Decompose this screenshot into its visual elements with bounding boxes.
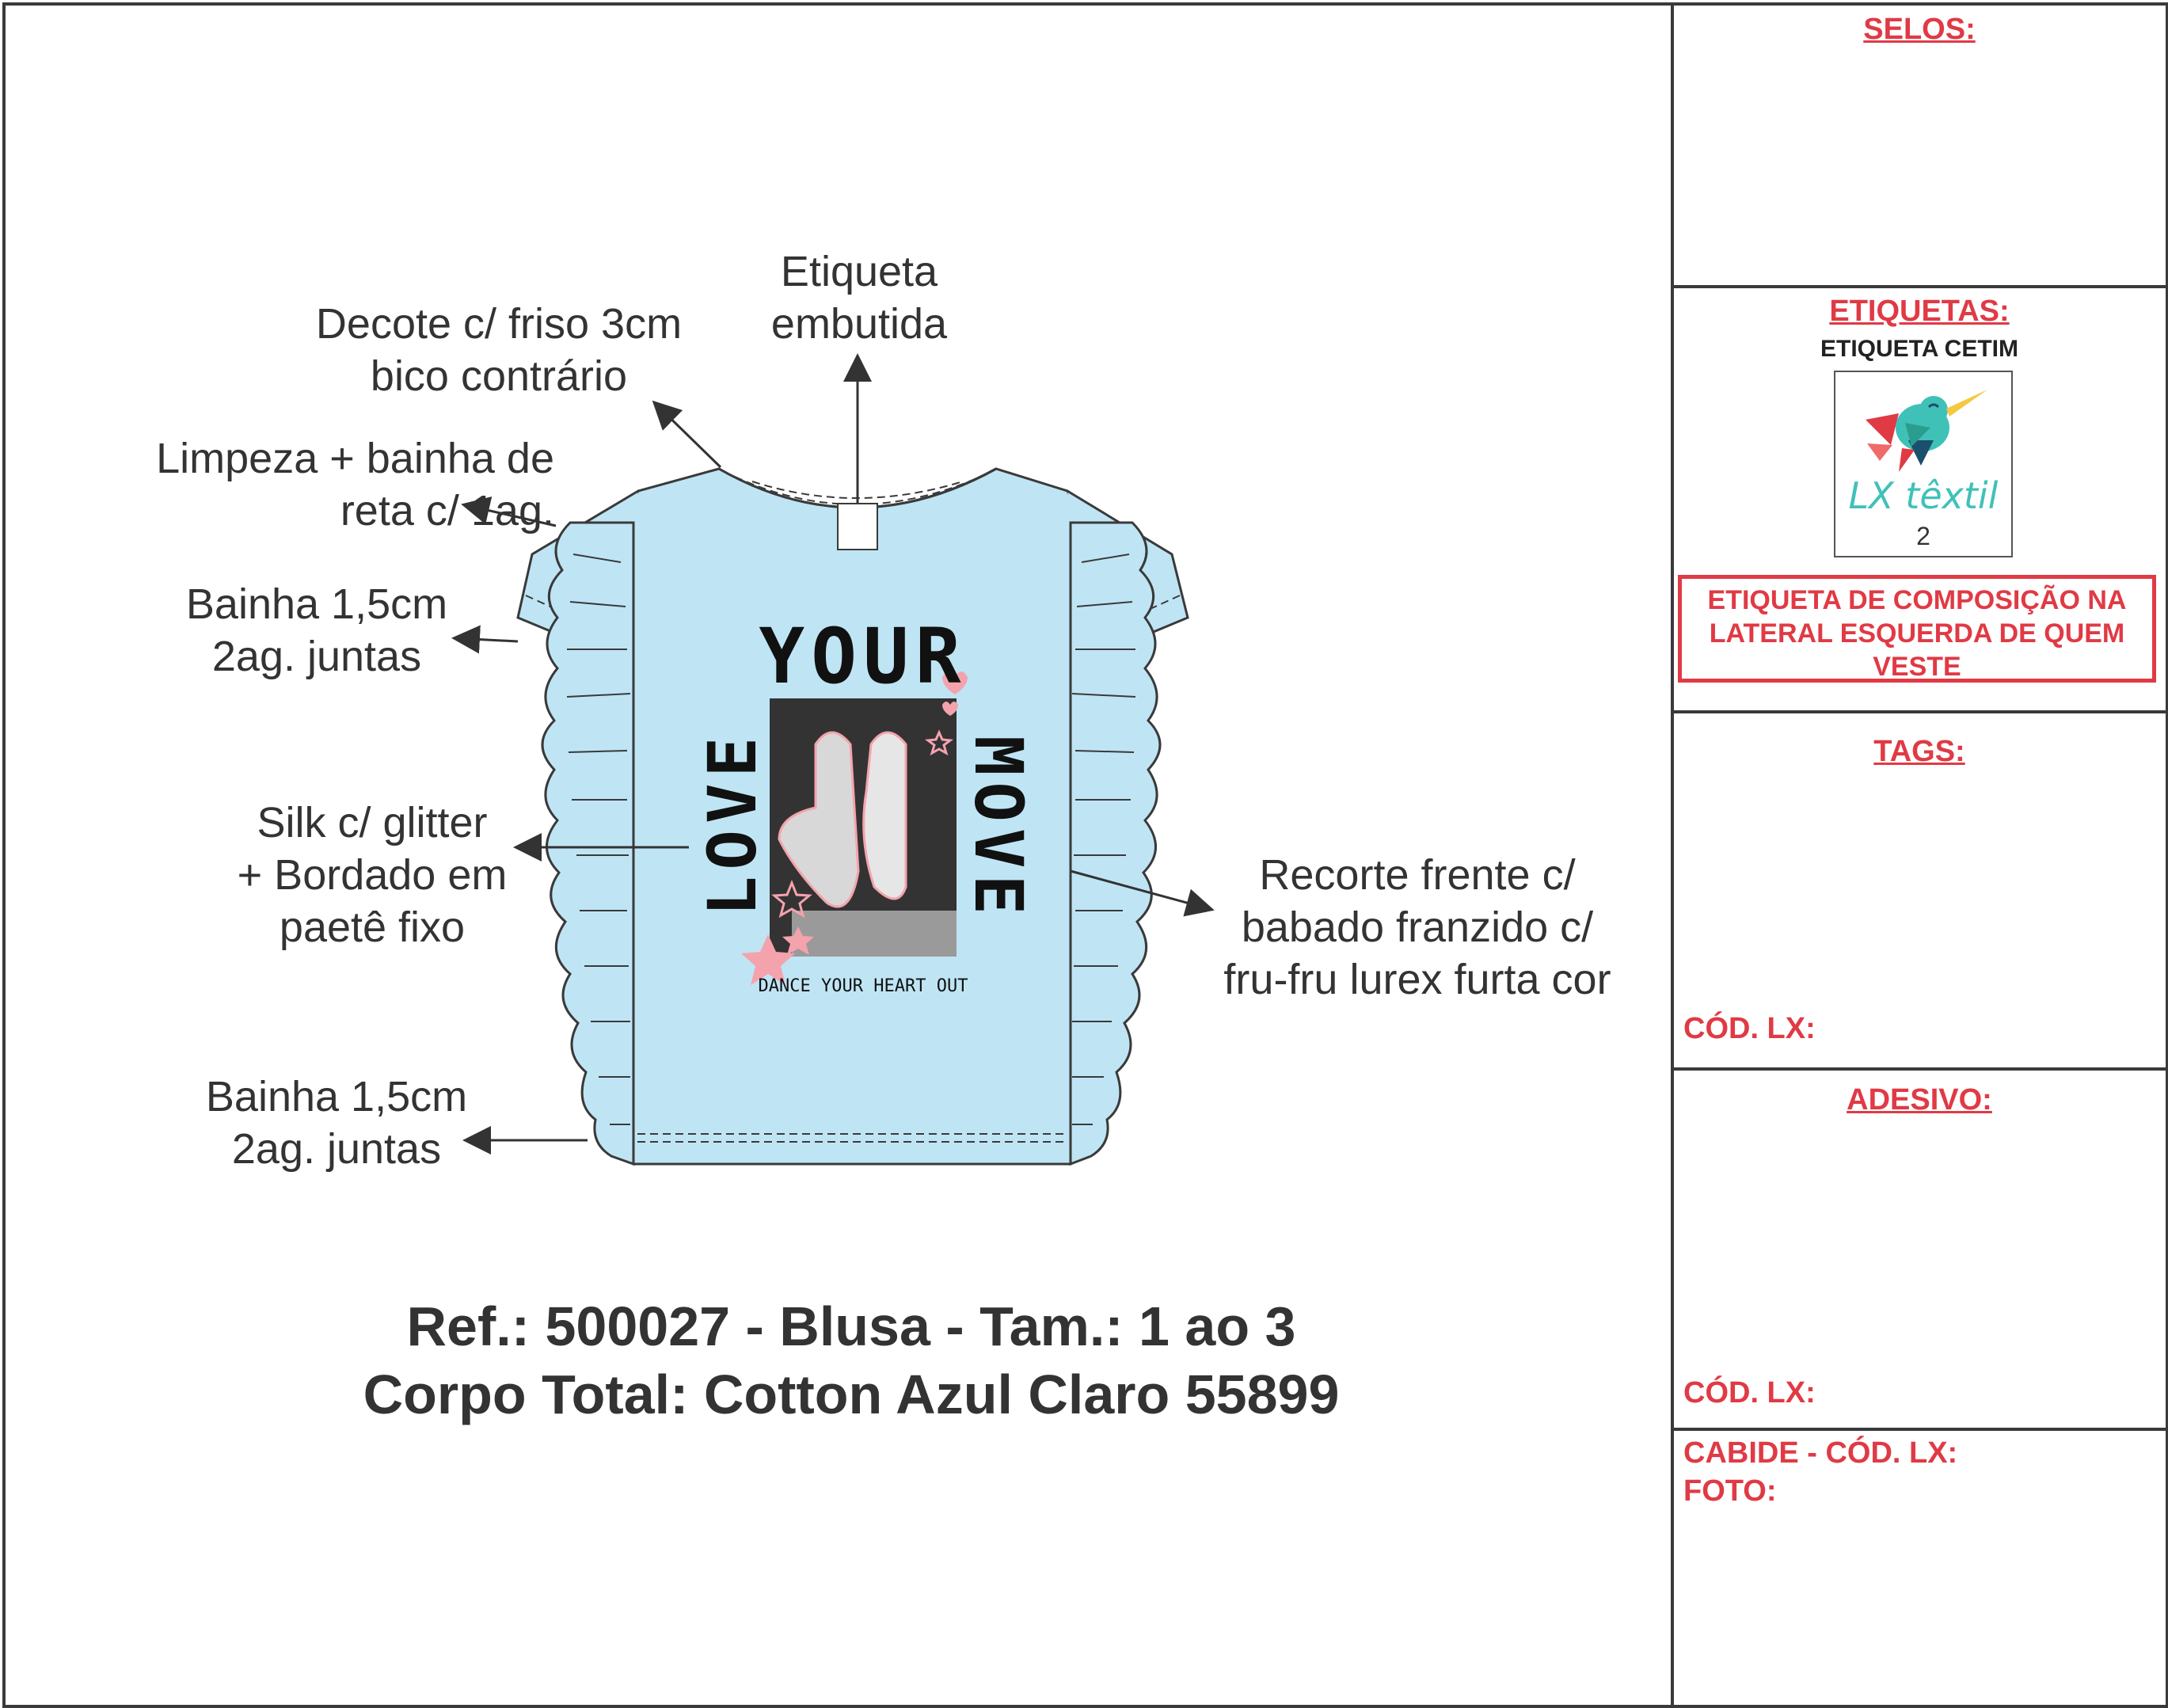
adesivo-title: ADESIVO: xyxy=(1847,1083,1992,1116)
etiquetas-title: ETIQUETAS: xyxy=(1829,295,2010,328)
reference-line-2: Corpo Total: Cotton Azul Claro 55899 xyxy=(363,1364,1340,1425)
note-etiqueta: Etiqueta embutida xyxy=(770,248,948,348)
cabide-cod-lx: CABIDE - CÓD. LX: xyxy=(1683,1436,1958,1470)
note-limpeza: Limpeza + bainha de reta c/ 1ag. xyxy=(156,435,554,534)
etiqueta-cetim-label: ETIQUETA CETIM xyxy=(1820,336,2018,362)
adesivo-cod-lx: CÓD. LX: xyxy=(1683,1376,1816,1409)
print-move: MOVE xyxy=(960,735,1037,922)
composition-label-note: ETIQUETA DE COMPOSIÇÃO NA LATERAL ESQUERDA DE QUEM VESTE xyxy=(1678,575,2156,683)
selos-title: SELOS: xyxy=(1863,13,1976,46)
note-decote: Decote c/ friso 3cm bico contrário xyxy=(315,300,683,400)
ruffle-right xyxy=(1071,523,1160,1164)
reference-line-1: Ref.: 500027 - Blusa - Tam.: 1 ao 3 xyxy=(406,1295,1296,1357)
note-recorte: Recorte frente c/ babado franzido c/ fru-fru lurex furta cor xyxy=(1223,851,1611,1003)
tags-cod-lx: CÓD. LX: xyxy=(1683,1012,1816,1045)
note-silk: Silk c/ glitter + Bordado em paetê fixo xyxy=(237,799,508,951)
embedded-label xyxy=(838,504,877,550)
tags-title: TAGS: xyxy=(1873,735,1965,768)
brand-number: 2 xyxy=(1916,522,1930,550)
print-your: YOUR xyxy=(759,612,968,701)
print-tagline: DANCE YOUR HEART OUT xyxy=(758,976,968,996)
note-bainha-bottom: Bainha 1,5cm 2ag. juntas xyxy=(205,1073,468,1173)
note-bainha-top: Bainha 1,5cm 2ag. juntas xyxy=(185,580,448,680)
brand-name: LX têxtil xyxy=(1848,474,1999,517)
print-love: LOVE xyxy=(694,730,771,917)
foto-label: FOTO: xyxy=(1683,1474,1777,1508)
